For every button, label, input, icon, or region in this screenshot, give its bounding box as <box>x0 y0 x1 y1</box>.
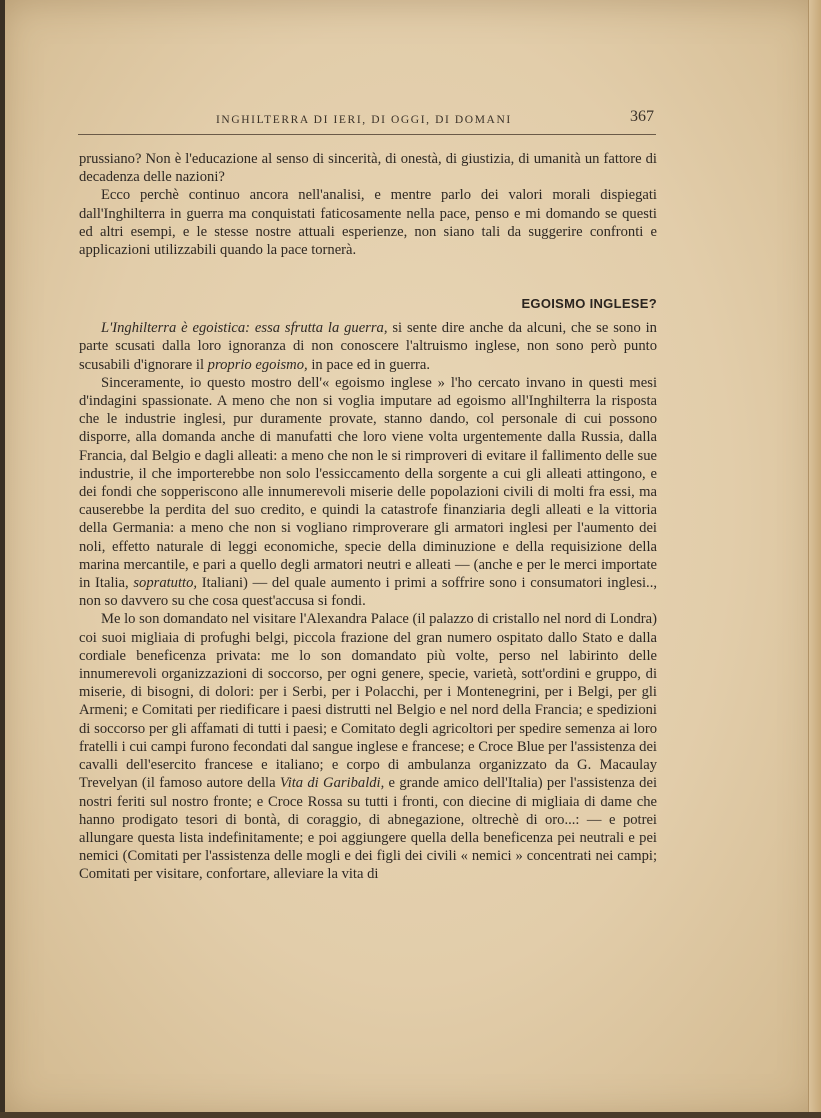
paragraph-1: prussiano? Non è l'educazione al senso di sincerità, di onestà, di giustizia, di umanità un fattore di decadenza delle nazioni? <box>79 151 657 186</box>
paragraph-5: Me lo son domandato nel visitare l'Alexandra Palace (il palazzo di cristallo nel nord di Londra) coi suoi migliaia di profughi belgi, piccola frazione del gran numero ospitato dallo Stato e dalla cordiale beneficenza privata: me lo son domandato più volte, perso nel labirinto delle innumerevoli organizzazioni di soccorso, per ogni genere, specie, varietà, sott'ordini e gruppo, di miserie, di bisogni, di dolori: per i Serbi, per i Polacchi, per i Montenegrini, per i Belgi, per gli Armeni; e Comitati per riedificare i paesi distrutti nel Belgio e nel nord della Francia; e spedizioni di soccorso per gli affamati di tutti i paesi; e Comitato degli agricoltori per spedire semenza ai loro fratelli i cui campi furono fecondati dal sangue inglese e francese; e Croce Blue per l'assistenza dei cavalli dell'esercito francese e italiano; e corpo di ambulanza organizzato da G. Macaulay Trevelyan (il famoso autore della Vita di Garibaldi, e grande amico dell'Italia) per l'assistenza dei nostri feriti sul nostro fronte; e Croce Rossa su tutti i fronti, con diecine di migliaia di dame che hanno prodigato tesori di bontà, di coraggio, di abnegazione, oltrechè di oro...: — e potrei allungare questa lista indefinitamente; e poi aggiungere quella della beneficenza pei neutrali e pei nemici (Comitati per l'assistenza delle mogli e dei figli dei civili « nemici » concentrati nei campi; Comitati per visitare, confortare, alleviare la vita di <box>79 611 658 883</box>
page-number: 367 <box>630 108 654 125</box>
paragraph-4: Sinceramente, io questo mostro dell'« egoismo inglese » l'ho cercato invano in questi mesi d'indagini spassionate. A meno che non si voglia imputare ad egoismo all'Inghilterra la risposta che le industrie inglesi, pur duramente provate, stanno dando, col personale di cui possono disporre, alla domanda anche di manufatti che loro viene volta urgentemente dalla Russia, dalla Francia, dal Belgio e dagli alleati: a meno che non le si rimproveri di evitare il fallimento delle sue industrie, il che importerebbe non solo l'essiccamento della sorgente a cui gli alleati attingono, e dei fondi che sopperiscono alle innumerevoli miserie delle popolazioni civili di molti fra essi, ma causerebbe la perdita del suo credito, e quindi la catastrofe finanziaria degli alleati e la vittoria della Germania: a meno che non si vogliano rimproverare gli armatori inglesi per l'aumento dei noli, effetto naturale di leggi economiche, specie della diminuzione e della requisizione della marina mercantile, e pari a quello degli armatori neutri e alleati — (anche e per le merci importate in Italia, sopratutto, Italiani) — del quale aumento i primi a soffrire sono i consumatori inglesi.., non so davvero su che cosa quest'accusa si fondi. <box>79 374 657 610</box>
paragraph-2: Ecco perchè continuo ancora nell'analisi, e mentre parlo dei valori morali dispiegati dall'Inghilterra in guerra ma conquistati faticosamente nella pace, penso e mi domando se questi ed altri esempi, e le stesse nostre attuali esperienze, non siano tali da suggerire confronti e applicazioni utilizzabili quando la pace tornerà. <box>79 187 657 259</box>
page-right-edge <box>808 0 821 1118</box>
page-left-edge <box>0 0 5 1118</box>
running-head: INGHILTERRA DI IERI, DI OGGI, DI DOMANI <box>216 114 512 126</box>
page-header <box>78 108 656 135</box>
section-title: EGOISMO INGLESE? <box>521 296 657 312</box>
section-gap <box>79 259 657 295</box>
body-text <box>79 150 657 884</box>
paragraph-3: L'Inghilterra è egoistica: essa sfrutta la guerra, si sente dire anche da alcuni, che se sono in parte scusati dalla loro ignoranza di non conoscere l'altruismo inglese, non sono però punto scusabili d'ignorare il proprio egoismo, in pace ed in guerra. <box>79 320 657 373</box>
page-bottom-edge <box>0 1112 821 1118</box>
